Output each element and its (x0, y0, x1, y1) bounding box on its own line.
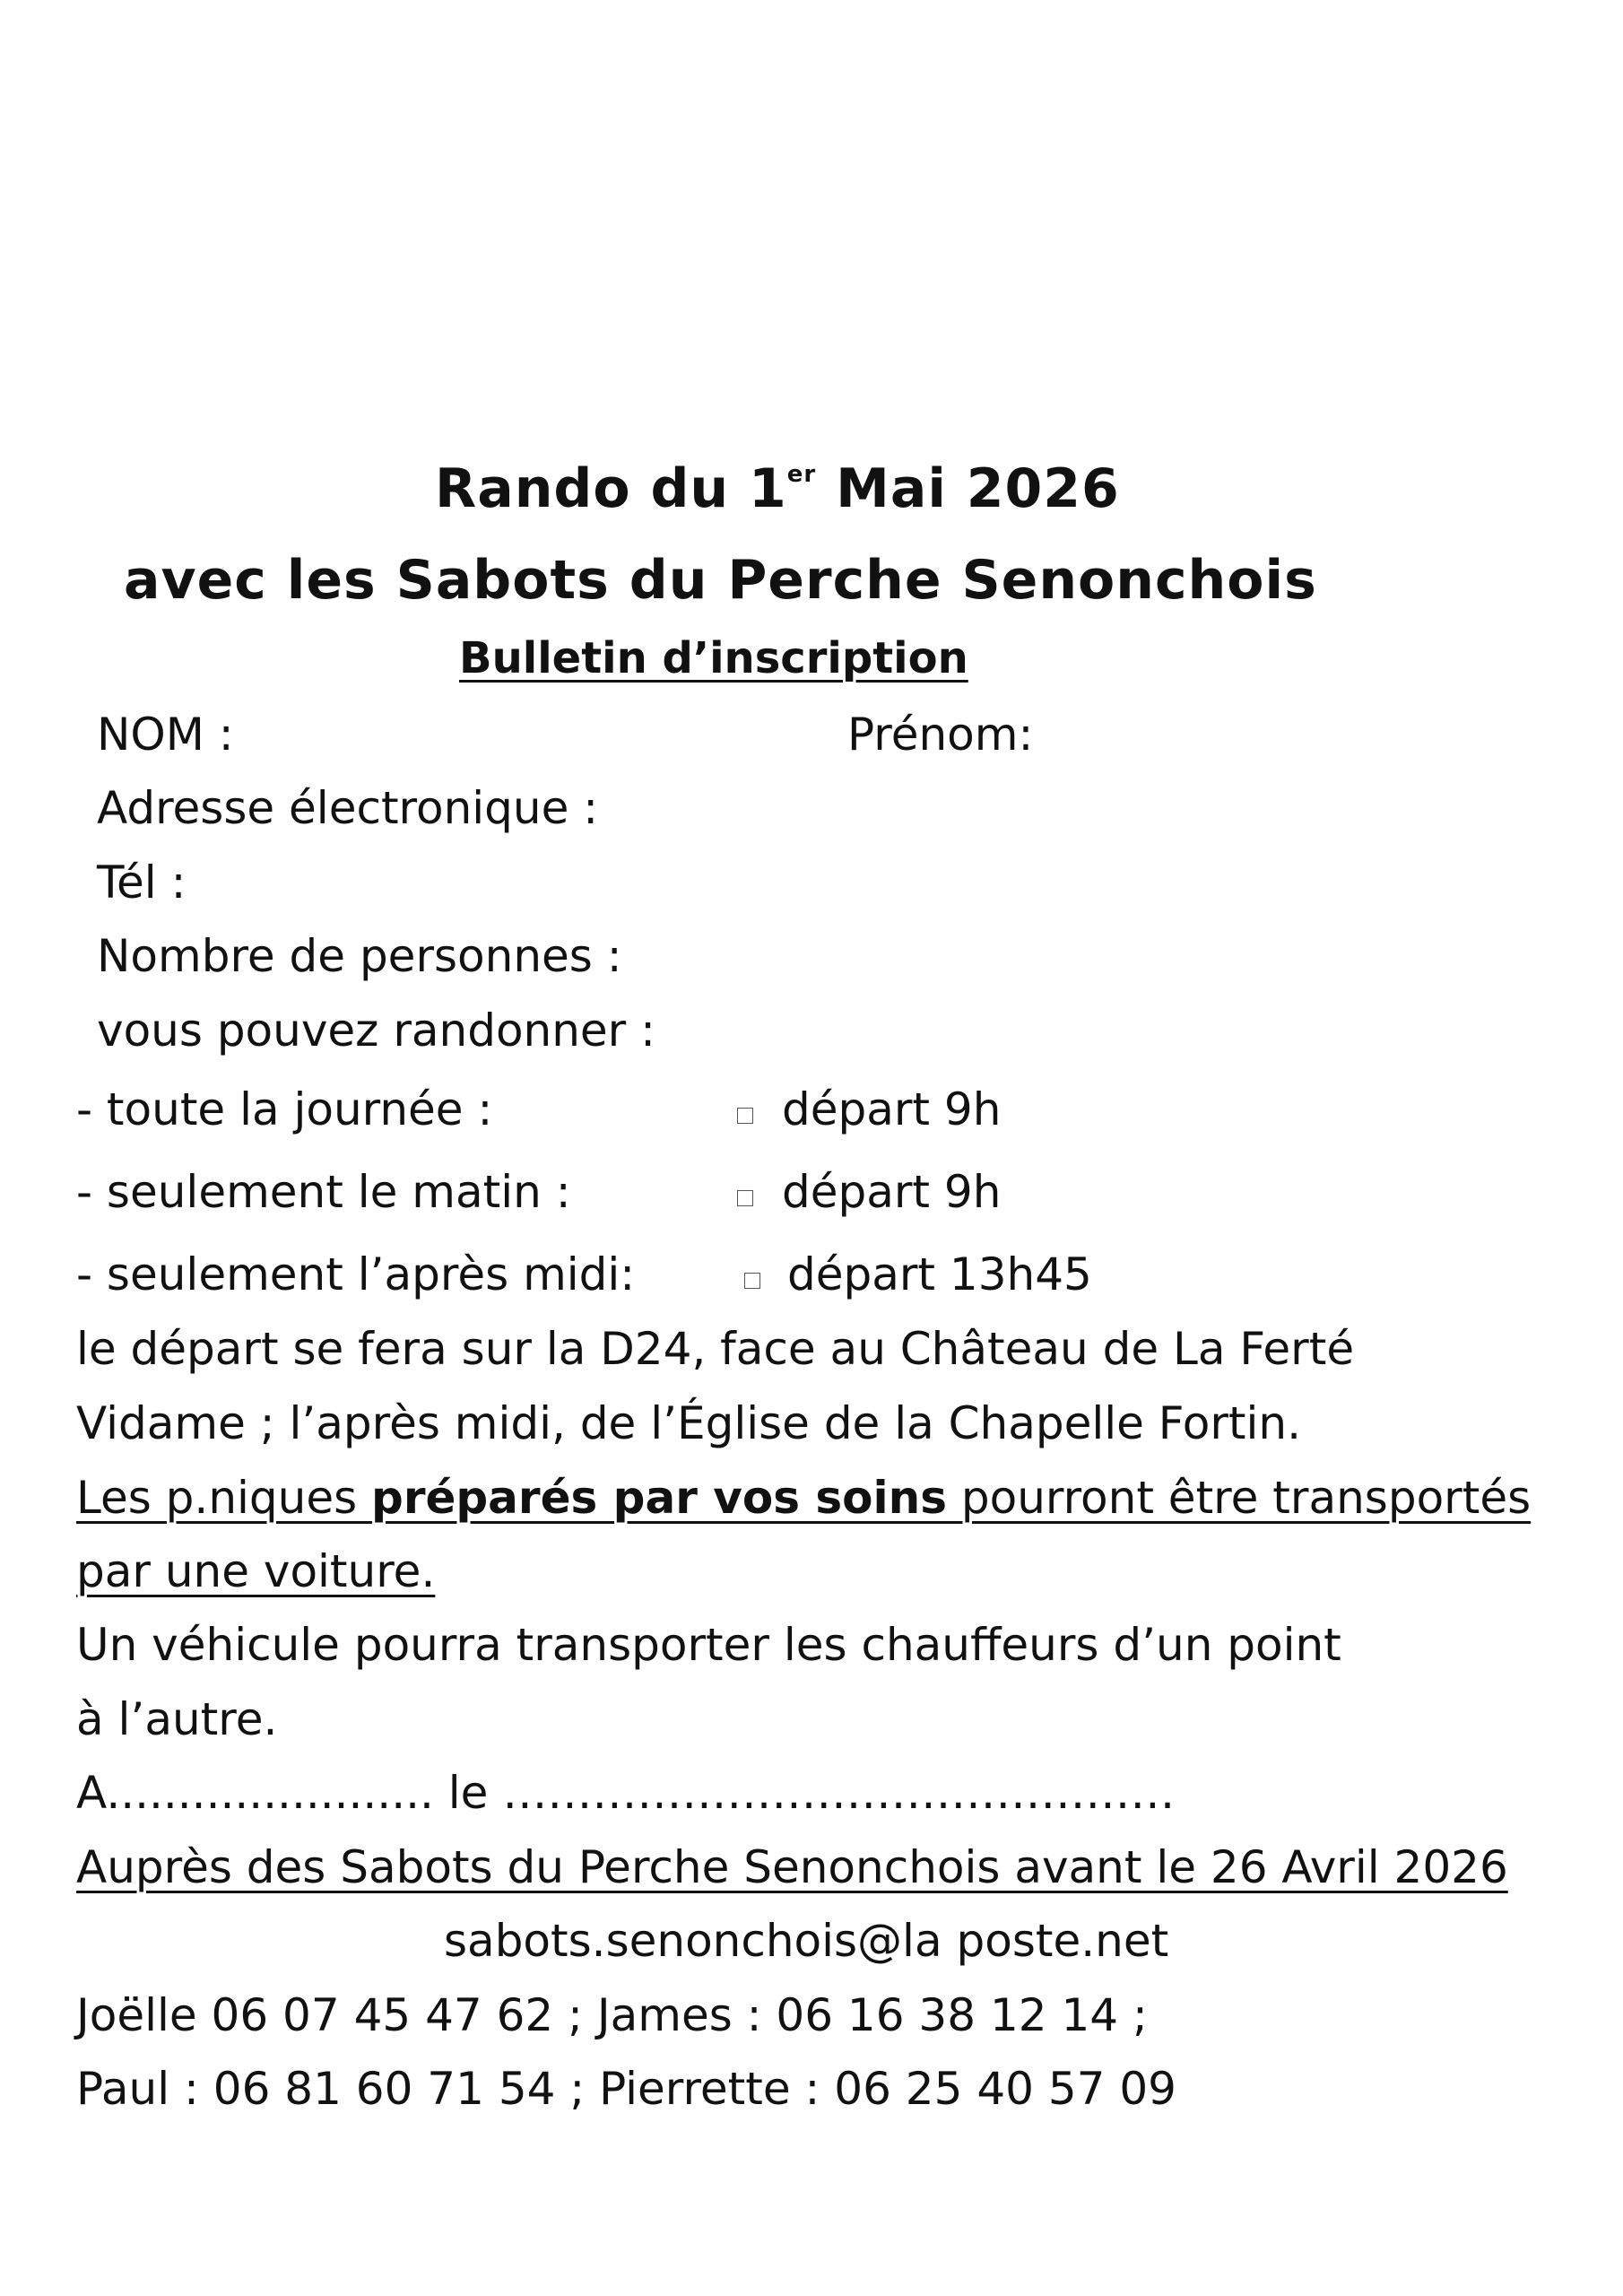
page-subtitle: avec les Sabots du Perche Senonchois (124, 549, 1317, 612)
option-label-full-day: - toute la journée : (76, 1083, 493, 1135)
place-date-line: A....................... le ……………………………………… (76, 1767, 1176, 1819)
picnic-text-a: Les p.niques (76, 1472, 372, 1524)
checkbox-afternoon[interactable] (744, 1273, 760, 1289)
deadline-line: Auprès des Sabots du Perche Senonchois avant le 26 Avril 2026 (76, 1841, 1508, 1893)
depart-info-line1: le départ se fera sur la D24, face au Château de La Ferté (76, 1323, 1355, 1375)
persons-label: Nombre de personnes : (97, 930, 622, 982)
picnic-text-bold: préparés par vos soins (371, 1472, 947, 1524)
contacts-line1: Joëlle 06 07 45 47 62 ; James : 06 16 38 12 14 ; (76, 1989, 1148, 2041)
vehicle-line2: à l’autre. (76, 1693, 278, 1745)
checkbox-morning[interactable] (737, 1190, 753, 1206)
contacts-line2: Paul : 06 81 60 71 54 ; Pierrette : 06 25 40 57 09 (76, 2063, 1176, 2115)
vehicle-line1: Un véhicule pourra transporter les chauffeurs d’un point (76, 1619, 1341, 1671)
nom-label: NOM : (97, 709, 234, 761)
checkbox-full-day[interactable] (737, 1108, 753, 1124)
title-end: Mai 2026 (816, 457, 1120, 520)
title-main: Rando du 1 (435, 457, 787, 520)
form-title: Bulletin d’inscription (459, 633, 968, 683)
picnic-line2: par une voiture. (76, 1545, 436, 1597)
picnic-text-c: pourront être transportés (946, 1472, 1532, 1524)
option-time-afternoon: départ 13h45 (787, 1248, 1092, 1300)
tel-label: Tél : (97, 857, 187, 909)
email-label: Adresse électronique : (97, 782, 599, 834)
option-time-full-day: départ 9h (782, 1083, 1002, 1135)
options-intro: vous pouvez randonner : (97, 1004, 655, 1057)
prenom-label: Prénom: (847, 709, 1034, 761)
depart-info-line2: Vidame ; l’après midi, de l’Église de la Chapelle Fortin. (76, 1397, 1302, 1449)
contact-email: sabots.senonchois@la poste.net (444, 1915, 1169, 1967)
option-time-morning: départ 9h (782, 1166, 1002, 1218)
option-label-morning: - seulement le matin : (76, 1166, 571, 1218)
page-title (435, 457, 1120, 520)
title-superscript: er (786, 461, 817, 488)
option-label-afternoon: - seulement l’après midi: (76, 1248, 636, 1300)
picnic-line1 (76, 1472, 1531, 1524)
